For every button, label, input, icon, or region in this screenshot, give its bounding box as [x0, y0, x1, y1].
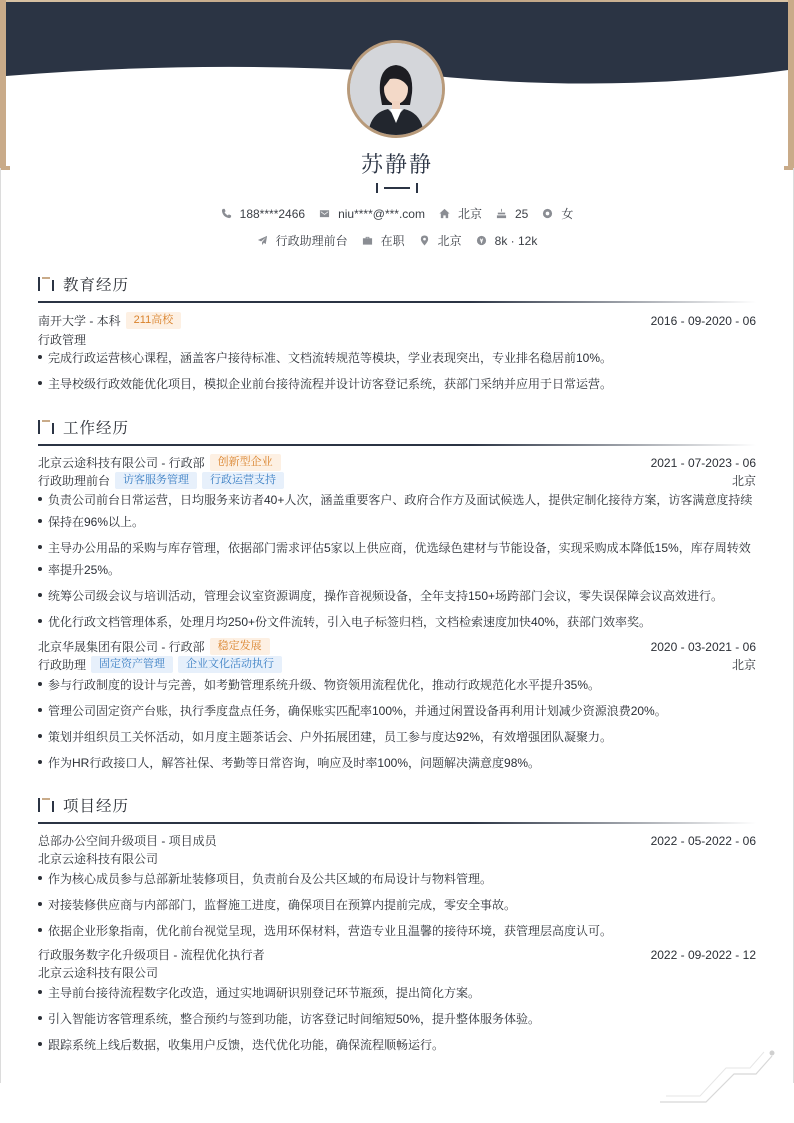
gender-icon: [542, 208, 553, 219]
section-bracket-icon: [38, 798, 54, 812]
skill-tag: 固定资产管理: [91, 656, 173, 673]
phone-text: 188****2466: [239, 206, 306, 221]
home-info: [439, 205, 482, 222]
school-tag: 211高校: [126, 312, 182, 329]
job-period: 2020 - 03-2021 - 06: [650, 639, 756, 654]
job-bullet: 策划并组织员工关怀活动，如月度主题茶话会、户外拓展团建，员工参与度达92%，有效增强团队凝聚力。: [38, 726, 756, 748]
age-text: 25: [514, 206, 529, 221]
position-info: [257, 232, 348, 249]
project-bullet: 依据企业形象指南，优化前台视觉呈现，选用环保材料，营造专业且温馨的接待环境，获管理层高度认可。: [38, 920, 756, 942]
job-bullet-continued: [38, 511, 756, 533]
project-org: 北京云途科技有限公司: [38, 852, 159, 866]
work-heading: 工作经历: [63, 420, 130, 437]
job-role-row: [38, 472, 756, 489]
job-location: 北京: [731, 658, 756, 672]
education-divider: [38, 301, 756, 303]
projects-heading: 项目经历: [63, 798, 130, 815]
education-heading: 教育经历: [63, 277, 130, 294]
gender-info: [542, 205, 573, 222]
project-header: [38, 946, 756, 963]
education-header: [38, 312, 756, 329]
education-period: 2016 - 09-2020 - 06: [650, 313, 756, 328]
avatar: [347, 40, 445, 138]
cake-icon: [496, 208, 507, 219]
project-bullet: 对接装修供应商与内部部门，监督施工进度，确保项目在预算内提前完成，零安全事故。: [38, 894, 756, 916]
left-border: [0, 168, 1, 1083]
company-name: 北京云途科技有限公司 - 行政部: [38, 456, 205, 470]
salary-info: [476, 234, 538, 248]
home-text: 北京: [457, 207, 482, 221]
salary-text: 8k · 12k: [494, 233, 538, 248]
project-header: [38, 832, 756, 849]
company-tag: 稳定发展: [210, 638, 270, 655]
job-bullet: 主导办公用品的采购与库存管理，依据部门需求评估5家以上供应商，优选绿色建材与节能设备，实现采购成本降低15%，库存周转效: [38, 537, 756, 559]
school-name: 南开大学 - 本科: [38, 314, 121, 328]
job-location: 北京: [731, 474, 756, 488]
location-icon: [419, 235, 430, 246]
project-org-row: [38, 964, 756, 981]
home-icon: [439, 208, 450, 219]
city-text: 北京: [437, 234, 462, 248]
project-bullet: 跟踪系统上线后数据，收集用户反馈，迭代优化功能，确保流程顺畅运行。: [38, 1034, 756, 1056]
project-org-row: [38, 850, 756, 867]
job-period: 2021 - 07-2023 - 06: [650, 455, 756, 470]
status-text: 在职: [380, 234, 405, 248]
name-divider: [376, 183, 418, 193]
project-bullet: 作为核心成员参与总部新址装修项目，负责前台及公共区域的布局设计与物料管理。: [38, 868, 756, 890]
projects-divider: [38, 822, 756, 824]
bullet-continued-text: 保持在96%以上。: [48, 515, 145, 529]
status-info: [362, 232, 405, 249]
company-name: 北京华晟集团有限公司 - 行政部: [38, 640, 205, 654]
section-bracket-icon: [38, 420, 54, 434]
education-section-title: [38, 273, 129, 295]
contact-row: [0, 205, 794, 222]
job-bullet: 负责公司前台日常运营，日均服务来访者40+人次，涵盖重要客户、政府合作方及面试候选人，提供定制化接待方案，访客满意度持续: [38, 489, 756, 511]
job-role: 行政助理: [38, 658, 87, 672]
project-period: 2022 - 05-2022 - 06: [650, 833, 756, 848]
phone-icon: [221, 208, 232, 219]
project-title: 总部办公空间升级项目 - 项目成员: [38, 834, 217, 848]
major: 行政管理: [38, 333, 87, 347]
job-bullet-continued: [38, 559, 756, 581]
phone-info: [221, 207, 305, 221]
project-period: 2022 - 09-2022 - 12: [650, 947, 756, 962]
corner-decoration: [660, 1050, 776, 1106]
education-bullet: 完成行政运营核心课程，涵盖客户接待标准、文档流转规范等模块，学业表现突出，专业排名稳居前10%。: [38, 347, 756, 369]
section-bracket-icon: [38, 277, 54, 291]
job-bullet: 优化行政文档管理体系，处理月均250+份文件流转，引入电子标签归档，文档检索速度加快40%，获部门效率奖。: [38, 611, 756, 633]
mail-icon: [319, 208, 330, 219]
skill-tag: 企业文化活动执行: [178, 656, 282, 673]
job-header: [38, 454, 756, 471]
job-bullet: 统筹公司级会议与培训活动，管理会议室资源调度，操作音视频设备，全年支持150+场跨部门会议，零失误保障会议高效进行。: [38, 585, 756, 607]
city-info: [419, 232, 462, 249]
project-bullet: 主导前台接待流程数字化改造，通过实地调研识别登记环节瓶颈，提出简化方案。: [38, 982, 756, 1004]
job-header: [38, 638, 756, 655]
skill-tag: 行政运营支持: [202, 472, 284, 489]
skill-tag: 访客服务管理: [115, 472, 197, 489]
project-org: 北京云途科技有限公司: [38, 966, 159, 980]
work-section-title: [38, 416, 129, 438]
project-title: 行政服务数字化升级项目 - 流程优化执行者: [38, 948, 265, 962]
candidate-name: 苏静静: [360, 153, 433, 178]
project-bullet: 引入智能访客管理系统，整合预约与签到功能，访客登记时间缩短50%，提升整体服务体验。: [38, 1008, 756, 1030]
job-role: 行政助理前台: [38, 474, 111, 488]
job-intent-row: [0, 232, 794, 249]
age-info: [496, 207, 528, 221]
gender-text: 女: [561, 207, 574, 221]
work-divider: [38, 444, 756, 446]
money-icon: [476, 235, 487, 246]
education-bullet: 主导校级行政效能优化项目，模拟企业前台接待流程并设计访客登记系统，获部门采纳并应用于日常运营。: [38, 373, 756, 395]
projects-section-title: [38, 794, 129, 816]
send-icon: [257, 235, 268, 246]
company-tag: 创新型企业: [210, 454, 281, 471]
job-bullet: 管理公司固定资产台账，执行季度盘点任务，确保账实匹配率100%，并通过闲置设备再利用计划减少资源浪费20%。: [38, 700, 756, 722]
job-role-row: [38, 656, 756, 673]
profile-photo: [350, 43, 442, 135]
briefcase-icon: [362, 235, 373, 246]
education-major-row: [38, 331, 756, 348]
bullet-continued-text: 率提升25%。: [48, 563, 121, 577]
email-text: niu****@***.com: [338, 206, 425, 221]
position-text: 行政助理前台: [275, 234, 348, 248]
email-info: [319, 207, 425, 221]
job-bullet: 参与行政制度的设计与完善，如考勤管理系统升级、物资领用流程优化，推动行政规范化水平提升35%。: [38, 674, 756, 696]
job-bullet: 作为HR行政接口人，解答社保、考勤等日常咨询，响应及时率100%，问题解决满意度98%。: [38, 752, 756, 774]
